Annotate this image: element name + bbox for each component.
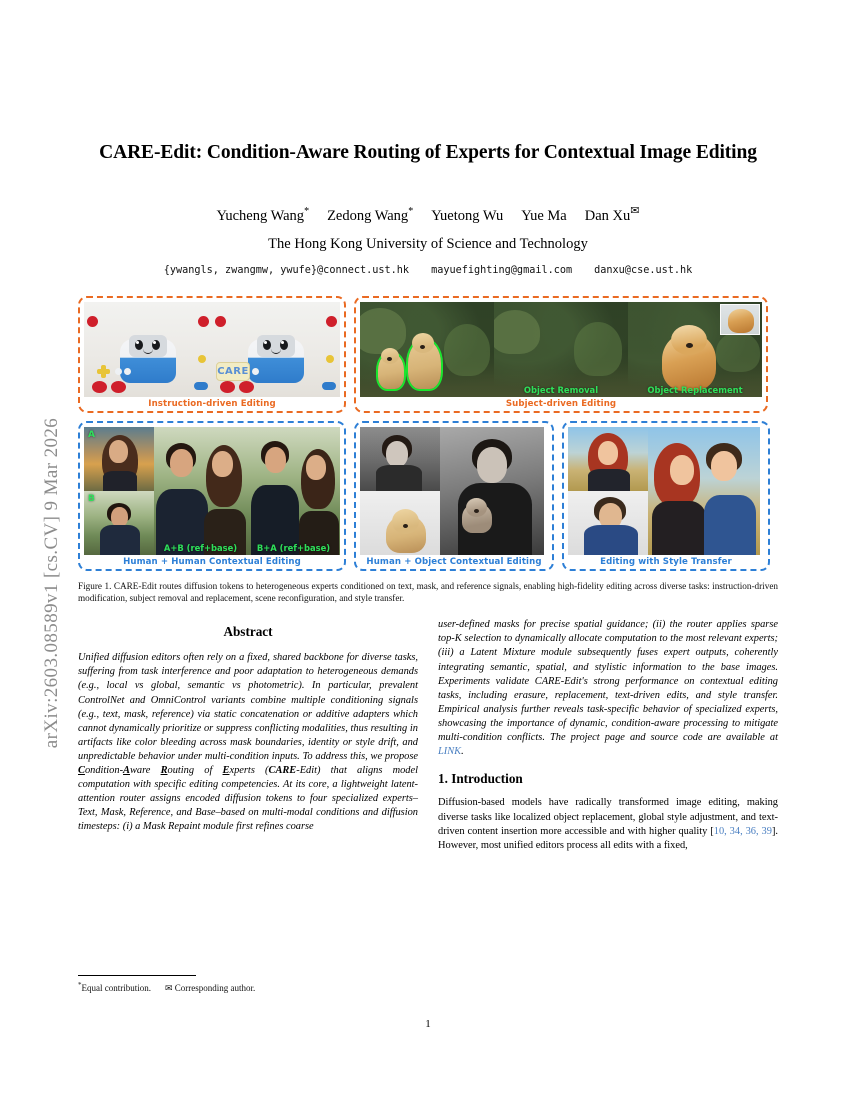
figure-row-top	[78, 296, 778, 413]
citation-group[interactable]: 10, 34, 36, 39	[713, 825, 772, 837]
torso-shape	[100, 525, 140, 555]
footnote-star: *	[78, 981, 82, 989]
abstract-text-part2-end: .	[461, 746, 464, 758]
dog-head	[381, 348, 399, 364]
project-link[interactable]: LINK	[438, 746, 462, 758]
result-ab-image	[154, 427, 247, 555]
plush-light	[326, 355, 334, 363]
bush-shape	[574, 322, 622, 376]
bush-shape	[716, 332, 760, 372]
panel-subject-driven	[354, 296, 768, 413]
inline-label-object-replacement: Object Replacement	[647, 384, 743, 395]
face-shape	[598, 441, 618, 465]
emph-e-rest: xperts (	[229, 765, 269, 777]
introduction-text-a: Diffusion-based models have radically transformed image editing, making diverse tasks like localized object replacement, global style adjustment, and text-driven content insertion more accessible and with higher quality [	[438, 797, 778, 837]
panel-human-human	[78, 421, 346, 571]
panel-human-object	[354, 421, 554, 571]
author-list	[78, 204, 778, 225]
plush-eye-left	[135, 340, 143, 350]
result-ba-image	[247, 427, 340, 555]
abstract-paragraph-continued	[438, 618, 778, 759]
plush-dot-a	[115, 368, 122, 375]
author-2-mark: *	[408, 206, 414, 217]
emph-a: A	[123, 765, 130, 777]
chow-head	[671, 325, 707, 355]
chow-nose	[686, 343, 693, 348]
page-title: CARE-Edit: Condition-Aware Routing of Experts for Contextual Image Editing	[99, 142, 757, 163]
panel-caption-human-human: Human + Human Contextual Editing	[123, 556, 301, 567]
dog-head	[412, 333, 434, 353]
puppy-body	[386, 515, 426, 553]
torso-shape	[652, 501, 706, 555]
paper-page	[78, 0, 778, 1100]
plush-dot-b	[124, 368, 131, 375]
dog-nose	[420, 345, 425, 349]
toon-woman-reference-image	[568, 427, 648, 491]
footnote-rule	[78, 975, 196, 976]
plush-ball-top-right	[198, 316, 209, 327]
inline-label-a: A	[88, 429, 95, 440]
bush-shape	[444, 324, 490, 376]
reference-a-image	[84, 427, 154, 491]
plush-after-image	[212, 302, 340, 397]
figure-caption: Figure 1. CARE-Edit routes diffusion tokens to heterogeneous experts conditioned on text, mask, and reference signals, enabling high-fidelity editing across diverse tasks: instruction-driven modification, subject removal and replacement, scene reconfiguration, and style transfer.	[78, 580, 778, 604]
torso-shape	[584, 525, 638, 555]
face-shape	[111, 507, 128, 527]
affiliation: The Hong Kong University of Science and Technology	[268, 235, 588, 252]
plush-tail	[322, 382, 336, 390]
emph-r: R	[160, 765, 168, 777]
care-bold: CARE	[268, 765, 297, 777]
emph-c-rest: ondition-	[84, 765, 124, 777]
chow-dog	[662, 333, 716, 391]
email-3: danxu@cse.ust.hk	[594, 264, 693, 276]
inline-label-object-removal: Object Removal	[523, 384, 599, 395]
introduction-text-b: ]. However, most unified editors process all edits with a fixed,	[438, 825, 778, 852]
footnote-corresponding-author: Corresponding author.	[174, 983, 256, 993]
plush-ball-top-left	[87, 316, 98, 327]
bush-shape	[360, 308, 406, 354]
panel-human-human-images	[84, 427, 340, 555]
abstract-paragraph	[78, 651, 418, 834]
dogs-source-image	[360, 302, 494, 397]
page-number: 1	[425, 1018, 431, 1030]
abstract-text-care-rest: -Edit) that aligns model computation with specific editing competencies. At its core, a lightweight latent-attention router assigns encoded diffusion tokens to four specialized experts–Text, Mask, Reference, and Base–based on multi-modal conditions and diffusion timesteps: (i) a Mask Repaint module first refines coarse	[78, 765, 419, 833]
plush-tail	[194, 382, 208, 390]
inline-label-a-plus-b: A+B (ref+base)	[163, 542, 238, 553]
torso-shape	[704, 495, 756, 555]
held-puppy	[462, 503, 492, 533]
dog-nose	[387, 357, 392, 361]
man-photo-reference-image	[568, 491, 648, 555]
envelope-icon: ✉	[165, 983, 173, 993]
held-puppy-nose	[474, 509, 479, 513]
emph-r-rest: outing of	[167, 765, 223, 777]
email-2: mayuefighting@gmail.com	[431, 264, 573, 276]
reference-b-image	[84, 491, 154, 555]
email-1: {ywangls, zwangmw, ywufe}@connect.ust.hk	[163, 264, 410, 276]
object-replacement-image	[628, 302, 762, 397]
plush-before-image	[84, 302, 212, 397]
panel-caption-instruction-driven: Instruction-driven Editing	[148, 398, 276, 409]
abstract-text-part1: Unified diffusion editors often rely on a fixed, shared backbone for diverse tasks, suffering from task interference and poor adaptation to heterogeneous demands (e.g., local vs global, semantic vs photometric). In particular, prevalent ControlNet and OmniControl variants combine multiple conditioning signals (e.g., text, mask, reference) via static concatenation or additive adapters which cannot dynamically prioritize or suppress conflicting modalities, thus resulting in artifacts like color bleeding across mask boundaries, identity or style drift, and unpredictable behavior under multi-condition inputs. To address this, we propose	[78, 652, 418, 762]
torso-shape	[376, 465, 422, 491]
chow-thumb	[728, 309, 754, 333]
panel-style-transfer	[562, 421, 770, 571]
introduction-paragraph	[438, 796, 778, 853]
abstract-heading: Abstract	[223, 624, 273, 640]
teaser-figure	[78, 296, 778, 571]
portrait-reference-image	[360, 427, 440, 491]
author-2: Zedong Wang*	[327, 206, 414, 224]
object-removal-image	[494, 302, 628, 397]
puppy-reference-image	[360, 491, 440, 555]
dog-puppy-masked	[378, 353, 404, 389]
abstract-text-part2: user-defined masks for precise spatial guidance; (ii) the router applies sparse top-K selection to dynamically allocate computation to the most relevant experts; (iii) a Latent Mixture module subsequently fuses expert outputs, coherently integrating semantic, spatial, and stylistic information to the base images. Experiments validate CARE-Edit's strong performance on contextual editing tasks, including erasure, replacement, text-driven edits, and style transfer. Empirical analysis further reveals task-specific behavior of specialized experts, showcasing the importance of dynamic, condition-aware processing to mitigate multi-condition conflicts. The project page and source code are available at	[438, 619, 778, 744]
panel-instruction-images	[84, 302, 340, 397]
panel-caption-human-object: Human + Object Contextual Editing	[366, 556, 542, 567]
plush-dot-b	[252, 368, 259, 375]
author-5: Dan Xu✉	[584, 205, 640, 224]
figure-row-bottom	[78, 421, 778, 571]
face-shape	[109, 440, 128, 463]
column-right	[438, 618, 778, 853]
held-puppy-head	[466, 498, 487, 517]
face-shape	[477, 447, 507, 483]
puppy-head	[392, 509, 419, 534]
panel-subject-images	[360, 302, 762, 397]
face-shape	[212, 451, 233, 477]
panel-caption-style-transfer: Editing with Style Transfer	[600, 556, 732, 567]
face-shape	[306, 455, 326, 480]
bush-shape	[494, 310, 540, 354]
author-1: Yucheng Wang*	[216, 206, 310, 224]
plush-eye-left	[263, 340, 271, 350]
plush-cross-vertical	[101, 365, 106, 378]
plush-light	[198, 355, 206, 363]
author-3: Yuetong Wu	[431, 207, 504, 224]
face-shape	[711, 451, 737, 481]
face-shape	[670, 455, 694, 485]
email-line	[78, 265, 778, 276]
arxiv-stamp: arXiv:2603.08589v1 [cs.CV] 9 Mar 2026	[41, 417, 62, 749]
plush-foot-right	[239, 381, 254, 393]
emph-e: E	[222, 765, 230, 777]
reference-thumbnail	[720, 304, 760, 335]
author-4: Yue Ma	[521, 207, 567, 224]
panel-caption-subject-driven: Subject-driven Editing	[505, 398, 617, 409]
emph-c: C	[78, 765, 85, 777]
column-left	[78, 618, 418, 853]
introduction-heading: 1. Introduction	[438, 771, 523, 787]
emph-a-rest: ware	[129, 765, 161, 777]
envelope-icon: ✉	[630, 205, 640, 217]
plush-foot-left	[220, 381, 235, 393]
body-columns	[78, 618, 778, 853]
panel-instruction-driven	[78, 296, 346, 413]
plush-foot-left	[92, 381, 107, 393]
puppy-nose	[403, 524, 408, 528]
plush-eye-right	[152, 340, 160, 350]
plush-foot-right	[111, 381, 126, 393]
face-shape	[170, 449, 193, 477]
reference-stack	[84, 427, 154, 555]
torso-shape	[588, 469, 630, 491]
introduction-section	[438, 771, 778, 853]
dog-adult-masked	[408, 340, 441, 389]
face-shape	[265, 447, 286, 473]
plush-care-sign: CARE	[216, 362, 250, 381]
footnote-equal-contribution: Equal contribution.	[81, 983, 151, 993]
panel-style-transfer-images	[568, 427, 764, 555]
style-transfer-result-image	[648, 427, 760, 555]
face-shape	[386, 441, 408, 467]
plush-eye-right	[280, 340, 288, 350]
author-1-mark: *	[304, 206, 310, 217]
inline-label-b: B	[88, 493, 95, 504]
torso-shape	[103, 471, 137, 491]
human-object-result-image	[440, 427, 544, 555]
inline-label-b-plus-a: B+A (ref+base)	[256, 542, 331, 553]
footnote	[78, 975, 418, 994]
plush-ball-top-right	[326, 316, 337, 327]
ho-reference-stack	[360, 427, 440, 555]
st-reference-stack	[568, 427, 648, 555]
plush-ball-top-left	[215, 316, 226, 327]
panel-human-object-images	[360, 427, 548, 555]
